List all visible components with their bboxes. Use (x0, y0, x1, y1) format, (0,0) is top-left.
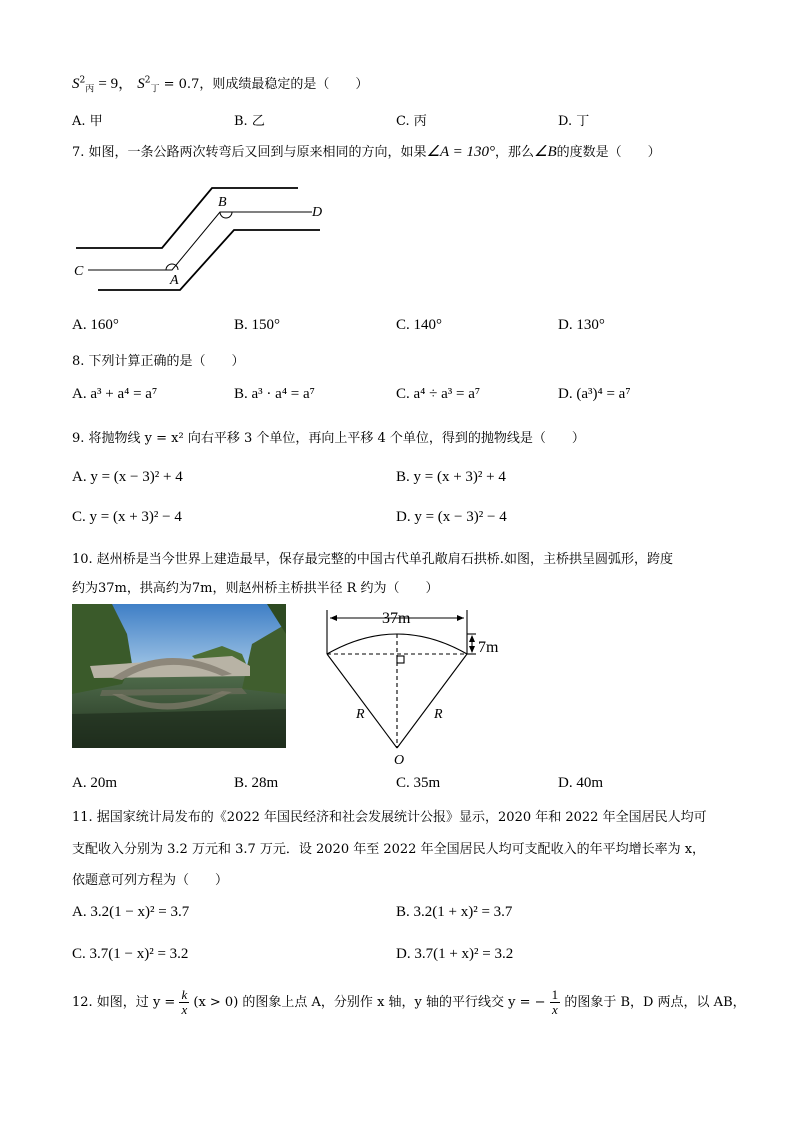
q7-label-d: D (312, 205, 323, 220)
q10-stem-line1: 10. 赵州桥是当今世界上建造最早，保存最完整的中国古代单孔敞肩石拱桥.如图，主桥拱呈圆弧形，跨度 (72, 552, 673, 567)
q11-stem-line3: 依题意可列方程为（ ） (72, 873, 229, 888)
q10-stem-line2: 约为37m，拱高约为7m，则赵州桥主桥拱半径 R 约为（ ） (72, 581, 439, 596)
q9-option-a[interactable]: A. y = (x − 3)² + 4 (72, 469, 183, 485)
q7-label-a: A (170, 273, 179, 288)
height-up-arrow (469, 635, 475, 642)
q7-road-top-edge (76, 188, 298, 248)
span-left-arrow (330, 615, 337, 621)
radius-right (397, 654, 467, 748)
q11-option-a[interactable]: A. 3.2(1 − x)² = 3.7 (72, 904, 190, 920)
q6-sub2: 丁 (150, 84, 160, 95)
q12-fraction-1-over-x: $\frac{1}{x}$ (551, 987, 559, 1017)
span-right-arrow (457, 615, 464, 621)
radius-left (327, 654, 397, 748)
q7-angle-b-arc (220, 212, 232, 218)
q6-option-c[interactable]: C. 丙 (396, 114, 427, 129)
q7-stem: 7. 如图，一条公路两次转弯后又回到与原来相同的方向，如果∠A = 130°，那么∠B的度数是（ ） (72, 144, 661, 160)
q12-stem: 12. 如图，过 y = $\frac{k}{x}$ (x > 0) 的图象上点 A，分别作 x 轴，y 轴的平行线交 y = − $\frac{1}{x}$ 的图象于 B，D 两点，以 AB， (72, 987, 746, 1017)
q7-angle-b: ∠B (534, 144, 557, 160)
q8-option-c[interactable]: C. a⁴ ÷ a³ = a⁷ (396, 386, 481, 402)
height-label: 7m (478, 639, 499, 656)
q10-option-a[interactable]: A. 20m (72, 775, 117, 791)
q11-stem-line1: 11. 据国家统计局发布的《2022 年国民经济和社会发展统计公报》显示，2020 年和 2022 年全国居民人均可 (72, 810, 707, 825)
q7-option-d[interactable]: D. 130° (558, 317, 605, 333)
q8-option-a[interactable]: A. a³ + a⁴ = a⁷ (72, 386, 158, 402)
q6-eq2: = 0.7，则成绩最稳定的是（ ） (163, 77, 369, 92)
q7-road-bottom-edge (98, 230, 320, 290)
q10-option-c[interactable]: C. 35m (396, 775, 441, 791)
radius-label-right: R (434, 707, 443, 722)
q11-option-d[interactable]: D. 3.7(1 + x)² = 3.2 (396, 946, 514, 962)
q6-sub1: 丙 (85, 84, 95, 95)
q8-option-d[interactable]: D. (a³)⁴ = a⁷ (558, 386, 631, 402)
q9-option-d[interactable]: D. y = (x − 3)² − 4 (396, 509, 507, 525)
q6-tail-line: $S^2_丙 = 9$， $S^2_丁 = 0.7$，则成绩最稳定的是（ ） (72, 75, 369, 95)
height-down-arrow (469, 646, 475, 653)
q8-option-b[interactable]: B. a³ · a⁴ = a⁷ (234, 386, 315, 402)
q7-road-figure (72, 180, 332, 295)
q10-arch-figure (320, 604, 510, 766)
q6-eq1: = 9， (98, 76, 134, 92)
q12-fraction-k-over-x: $\frac{k}{x}$ (181, 987, 188, 1017)
q8-stem: 8. 下列计算正确的是（ ） (72, 354, 245, 369)
q10-option-d[interactable]: D. 40m (558, 775, 603, 791)
q9-option-b[interactable]: B. y = (x + 3)² + 4 (396, 469, 506, 485)
center-label-o: O (394, 753, 405, 766)
q6-option-d[interactable]: D. 丁 (558, 114, 590, 129)
q11-option-c[interactable]: C. 3.7(1 − x)² = 3.2 (72, 946, 189, 962)
q7-option-c[interactable]: C. 140° (396, 317, 443, 333)
span-label: 37m (382, 610, 411, 627)
q7-center-line (88, 212, 312, 270)
q9-option-c[interactable]: C. y = (x + 3)² − 4 (72, 509, 182, 525)
q9-stem: 9. 将抛物线 y = x² 向右平移 3 个单位，再向上平移 4 个单位，得到的抛物线是（ ） (72, 431, 585, 446)
q7-option-b[interactable]: B. 150° (234, 317, 281, 333)
q7-angle-a: ∠A = 130° (426, 144, 496, 160)
q7-label-b: B (218, 195, 227, 210)
radius-label-left: R (356, 707, 365, 722)
q7-label-c: C (74, 264, 84, 279)
q11-option-b[interactable]: B. 3.2(1 + x)² = 3.7 (396, 904, 513, 920)
right-angle-mark (397, 656, 404, 663)
q7-option-a[interactable]: A. 160° (72, 317, 119, 333)
q6-option-a[interactable]: A. 甲 (72, 114, 103, 129)
q11-stem-line2: 支配收入分别为 3.2 万元和 3.7 万元．设 2020 年至 2022 年全国居民人均可支配收入的年平均增长率为 x， (72, 842, 706, 857)
q6-option-b[interactable]: B. 乙 (234, 114, 265, 129)
q10-option-b[interactable]: B. 28m (234, 775, 279, 791)
bridge-photo (72, 604, 286, 748)
